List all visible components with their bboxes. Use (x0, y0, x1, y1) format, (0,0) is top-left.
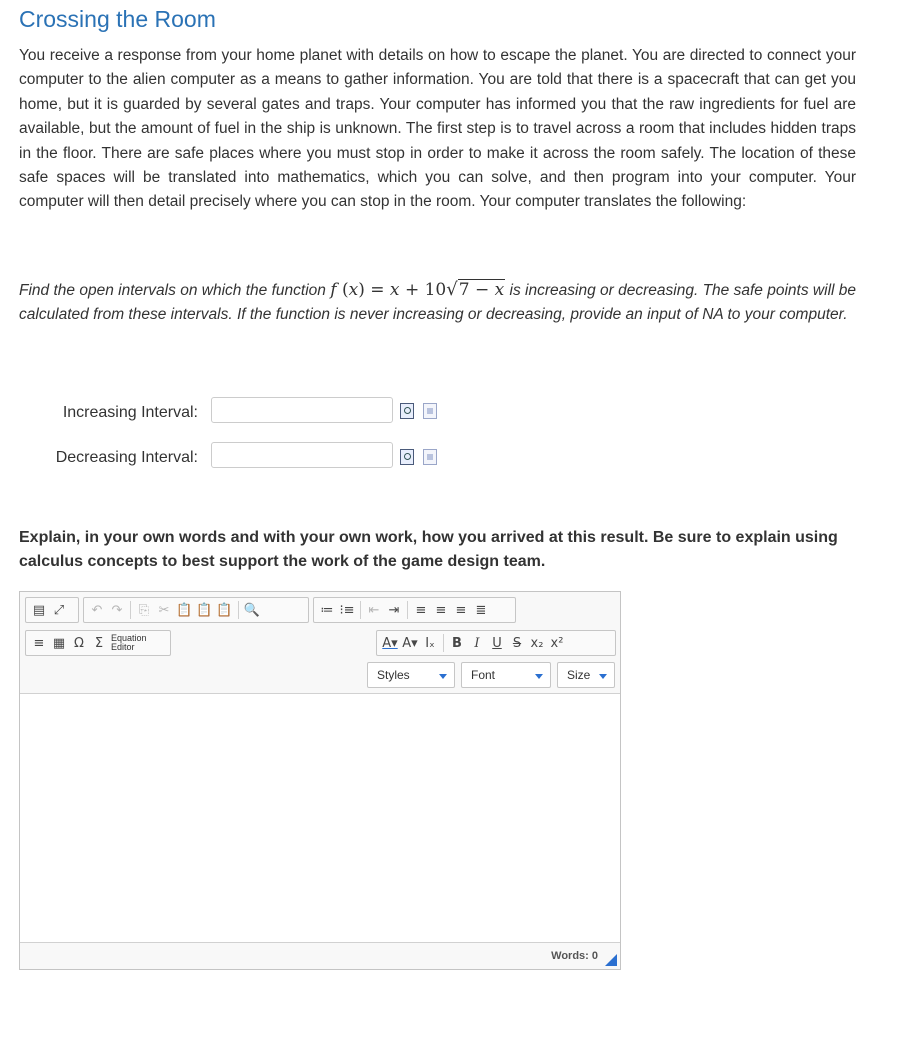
chevron-down-icon (599, 674, 607, 679)
toolbar-group-document (25, 597, 79, 623)
resize-handle[interactable] (605, 954, 617, 966)
rich-text-editor (19, 591, 621, 970)
numbered-list-icon[interactable]: ≔ (320, 602, 334, 618)
explain-prompt: Explain, in your own words and with your own work, how you arrived at this result. Be sure to explain using calculus concepts to best support the work of the game design team. (19, 529, 838, 570)
paste-word-icon[interactable]: 📋 (216, 602, 233, 618)
equation-label-line2: Editor (111, 642, 135, 652)
question-text (19, 278, 856, 328)
increasing-interval-input[interactable] (211, 397, 393, 423)
question-suffix: is increasing or decreasing. The safe points will be calculated from these intervals. If the function is never increasing or decreasing, provide an input of NA to your computer. (19, 282, 857, 324)
undo-icon[interactable]: ↶ (91, 602, 103, 618)
function-lparen: ( (341, 280, 349, 300)
radicand-number: 7 − (458, 280, 495, 300)
background-color-icon[interactable]: A▾ (402, 635, 418, 651)
indent-icon[interactable]: ⇥ (388, 602, 400, 618)
styles-dropdown[interactable] (367, 662, 455, 688)
question-prefix: Find the open intervals on which the function (19, 282, 326, 299)
increasing-label: Increasing Interval: (62, 404, 198, 421)
copy-icon[interactable]: ⎘ (138, 602, 150, 618)
find-icon[interactable]: 🔍 (243, 602, 260, 618)
sigma-icon[interactable]: Σ (94, 635, 104, 651)
strikethrough-icon[interactable]: S (512, 635, 522, 651)
chevron-down-icon (439, 674, 447, 679)
source-icon[interactable]: ▤ (32, 602, 46, 618)
text-color-icon[interactable]: A▾ (382, 635, 398, 651)
preview-icon[interactable] (400, 403, 414, 419)
redo-icon[interactable]: ↷ (111, 602, 123, 618)
toolbar-separator (360, 601, 361, 619)
font-label: Font (471, 668, 496, 682)
toolbar-separator (130, 601, 131, 619)
italic-icon[interactable]: I (474, 635, 480, 651)
align-right-icon[interactable]: ≡ (455, 602, 467, 618)
styles-label: Styles (377, 668, 410, 682)
help-icon[interactable] (423, 449, 437, 465)
help-icon[interactable] (423, 403, 437, 419)
radicand-var: x (494, 280, 505, 300)
toolbar-separator (443, 634, 444, 652)
preview-icon[interactable] (400, 449, 414, 465)
sqrt-expression (446, 278, 505, 302)
outdent-icon[interactable]: ⇤ (368, 602, 380, 618)
function-var: x (348, 280, 359, 300)
underline-icon[interactable]: U (492, 635, 502, 651)
size-dropdown[interactable] (557, 662, 615, 688)
function-rparen-eq: ) = (358, 280, 390, 300)
function-plus: + 10 (399, 280, 447, 300)
equation-editor-button[interactable] (111, 634, 147, 652)
toolbar-group-insert (25, 630, 171, 656)
clear-format-icon[interactable]: Iₓ (425, 635, 435, 651)
align-center-icon[interactable]: ≡ (435, 602, 447, 618)
maximize-icon[interactable]: ⤢ (53, 602, 65, 618)
bulleted-list-icon[interactable]: ⁝≡ (339, 602, 355, 618)
function-f: f (330, 280, 337, 300)
toolbar-group-format (376, 630, 616, 656)
special-char-icon[interactable]: Ω (74, 635, 84, 651)
toolbar-group-clipboard (83, 597, 309, 623)
function-term1: x (389, 280, 400, 300)
radicand (458, 279, 505, 300)
decreasing-row (20, 443, 198, 473)
bold-icon[interactable]: B (452, 635, 462, 651)
paste-text-icon[interactable]: 📋 (196, 602, 213, 618)
chevron-down-icon (535, 674, 543, 679)
editor-text-area[interactable] (20, 693, 620, 943)
word-count: Words: 0 (551, 950, 598, 962)
toolbar-separator (238, 601, 239, 619)
editor-toolbar (20, 592, 620, 692)
radical-sign: √ (446, 279, 458, 300)
equation-label-line1: Equation (111, 633, 147, 643)
page-title: Crossing the Room (19, 6, 216, 32)
function-expression (330, 280, 505, 300)
toolbar-group-paragraph (313, 597, 516, 623)
font-dropdown[interactable] (461, 662, 551, 688)
intro-paragraph: You receive a response from your home planet with details on how to escape the planet. You are directed to connect your computer to the alien computer as a means to gather information. You are told that there is a spacecraft that can get you home, but it is guarded by several gates and traps. Your computer has informed you that the raw ingredients for fuel are available, but the amount of fuel in the ship is unknown. The first step is to travel across a room that includes hidden traps in the floor. There are safe places where you must stop in order to make it across the room safely. The location of these safe spaces will be translated into mathematics, which you can solve, and then program into your computer. Your computer will then detail precisely where you can stop in the room. Your computer translates the following: (19, 47, 856, 211)
cut-icon[interactable]: ✂ (158, 602, 170, 618)
align-left-icon[interactable]: ≡ (415, 602, 427, 618)
size-label: Size (567, 668, 591, 682)
subscript-icon[interactable]: x₂ (530, 635, 544, 651)
align-justify-icon[interactable]: ≣ (475, 602, 487, 618)
decreasing-label: Decreasing Interval: (55, 449, 198, 466)
paste-icon[interactable]: 📋 (176, 602, 193, 618)
toolbar-separator (407, 601, 408, 619)
increasing-row (20, 398, 198, 428)
table-icon[interactable]: ▦ (52, 635, 66, 651)
decreasing-interval-input[interactable] (211, 442, 393, 468)
superscript-icon[interactable]: x² (550, 635, 564, 651)
horizontal-rule-icon[interactable]: ≡ (33, 635, 45, 651)
